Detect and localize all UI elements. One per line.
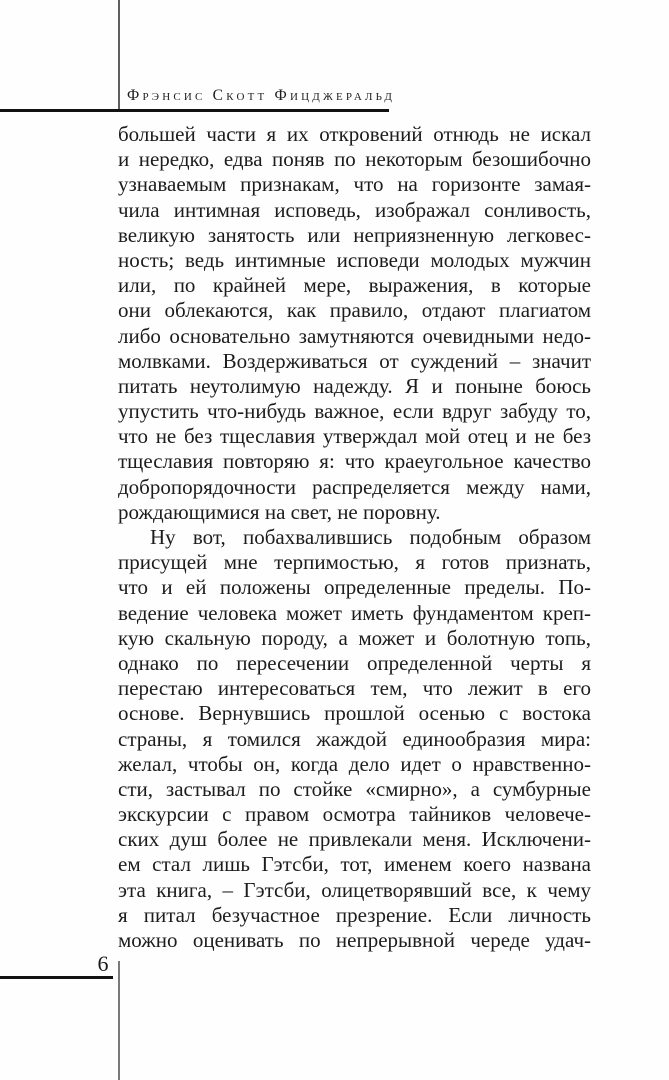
text-line: великую занятость или неприязненную легковес-: [118, 222, 591, 247]
text-line: либо основательно замутняются очевидными недо-: [118, 323, 591, 348]
margin-rule-top: [118, 0, 120, 110]
text-line: ность; ведь интимные исповеди молодых мужчин: [118, 247, 591, 272]
footer-rule: [0, 976, 113, 979]
text-line: присущей мне терпимостью, я готов признать,: [118, 550, 591, 575]
text-line: большей части я их откровений отнюдь не искал: [118, 122, 591, 146]
text-line: желал, чтобы он, когда дело идет о нравственно-: [118, 751, 591, 776]
text-line: что не без тщеславия утверждал мой отец и не без: [118, 424, 591, 449]
text-line: ских душ более не привлекали меня. Исключени-: [118, 827, 591, 852]
text-line: узнаваемым признакам, что на горизонте замая-: [118, 172, 591, 197]
text-line: питать неутолимую надежду. Я и поныне боюсь: [118, 373, 591, 398]
text-line: перестаю интересоваться тем, что лежит в его: [118, 676, 591, 701]
text-line: ем стал лишь Гэтсби, тот, именем коего названа: [118, 852, 591, 877]
text-line: кую скальную породу, а может и болотную топь,: [118, 625, 591, 650]
text-line: основе. Вернувшись прошлой осенью с востока: [118, 701, 591, 726]
text-line: добропорядочности распределяется между нами,: [118, 474, 591, 499]
text-line: ведение человека может иметь фундаментом креп-: [118, 600, 591, 625]
text-line: сти, застывал по стойке «смирно», а сумбурные: [118, 776, 591, 801]
margin-rule-bottom: [118, 961, 120, 1080]
text-line: упустить что-нибудь важное, если вдруг забуду то,: [118, 399, 591, 424]
text-line-paragraph-start: Ну вот, побахвалившись подобным образом: [150, 525, 591, 549]
page-text-block: [118, 122, 591, 953]
text-line: и нередко, едва поняв по некоторым безошибочно: [118, 147, 591, 172]
text-line: страны, я томился жаждой единообразия мира:: [118, 726, 591, 751]
text-line: что и ей положены определенные пределы. По-: [118, 575, 591, 600]
running-header-author: Фрэнсис Скотт Фицджеральд: [127, 87, 396, 104]
text-line: молвками. Воздерживаться от суждений – значит: [118, 348, 591, 373]
text-line: тщеславия повторяю я: что краеугольное качество: [118, 449, 591, 474]
text-line: эта книга, – Гэтсби, олицетворявший все, к чему: [118, 877, 591, 902]
text-line-paragraph-end: рождающимися на свет, не поровну.: [118, 499, 441, 524]
text-line: однако по пересечении определенной черты я: [118, 650, 591, 675]
text-line: я питал безучастное презрение. Если личность: [118, 902, 591, 927]
header-rule: [0, 109, 389, 112]
text-line: экскурсии с правом осмотра тайников человече-: [118, 802, 591, 827]
text-line: они облекаются, как правило, отдают плагиатом: [118, 298, 591, 323]
page-number: 6: [97, 951, 109, 976]
text-line: или, по крайней мере, выражения, в которые: [118, 273, 591, 298]
text-line: можно оценивать по непрерывной череде удач-: [118, 928, 591, 952]
text-line: чила интимная исповедь, изображал сонливость,: [118, 197, 591, 222]
